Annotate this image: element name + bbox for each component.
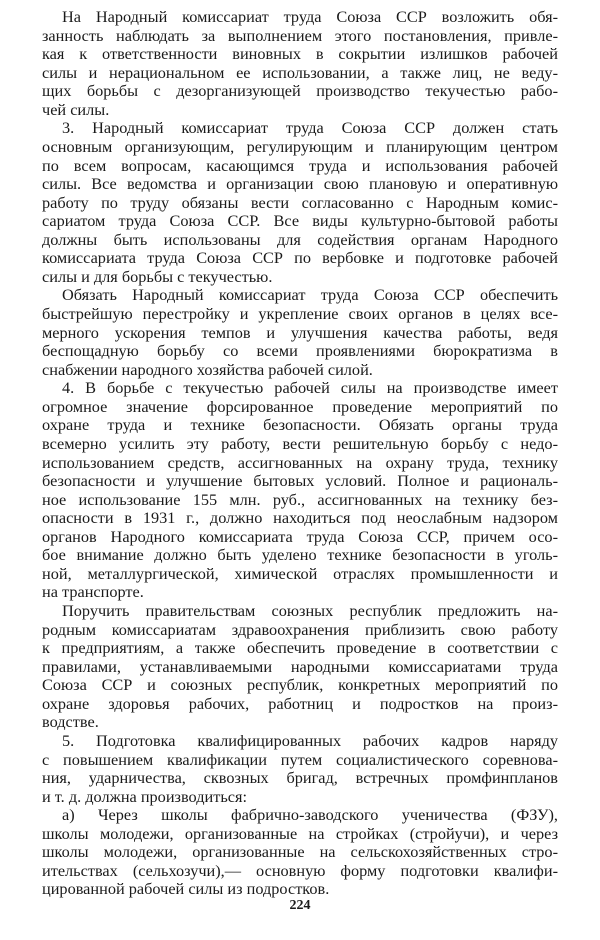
text-line: На Народный комиссариат труда Союза ССР возложить обя-	[62, 7, 558, 26]
paragraph	[42, 119, 558, 286]
text-line: школы молодежи, организованные на стройках (стройучи), и через	[42, 823, 558, 843]
text-line: ния, ударничества, сквозных бригад, встречных промфинпланов	[42, 768, 558, 788]
text-line: всемерно усилить эту работу, вести решительную борьбу с недо-	[42, 433, 558, 453]
text-line: занность наблюдать за выполнением этого постановления, привле-	[42, 25, 558, 45]
text-line: огромное значение форсированное проведение мероприятий по	[42, 396, 558, 416]
document-body	[42, 8, 558, 899]
paragraph	[42, 602, 558, 732]
text-line: беспощадную борьбу со всеми проявлениями бюрократизма в	[42, 341, 558, 361]
text-line: цированной рабочей силы из подростков.	[42, 879, 330, 899]
text-line: силы. Все ведомства и организации свою плановую и оперативную	[42, 174, 558, 194]
text-line: Союза ССР и союзных республик, конкретных мероприятий по	[42, 675, 558, 695]
page-number: 224	[289, 898, 311, 913]
text-line: силы и для борьбы с текучестью.	[42, 266, 273, 286]
text-line: щих борьбы с дезорганизующей производство текучестью рабо-	[42, 81, 558, 101]
text-line: основным организующим, регулирующим и планирующим центром	[42, 136, 558, 156]
text-line: бое внимание должно быть уделено технике безопасности в уголь-	[42, 545, 558, 565]
text-line: родным комиссариатам здравоохранения приблизить свою работу	[42, 619, 558, 639]
text-line: 3. Народный комиссариат труда Союза ССР должен стать	[62, 118, 558, 138]
text-line: ительствах (сельхозучи),— основную форму подготовки квалифи-	[42, 860, 558, 880]
paragraph	[42, 286, 558, 379]
text-line: работу по труду обязаны вести согласованно с Народным комис-	[42, 192, 558, 212]
paragraph	[42, 379, 558, 602]
text-line: безопасности и улучшение бытовых условий. Полное и рациональ-	[42, 471, 558, 491]
text-line: 5. Подготовка квалифицированных рабочих кадров наряду	[62, 730, 558, 750]
paragraph	[42, 732, 558, 806]
text-line: комиссариата труда Союза ССР по вербовке и подготовке рабочей	[42, 248, 558, 268]
text-line: использованием средств, ассигнованных на охрану труда, технику	[42, 452, 558, 472]
text-line: сариатом труда Союза ССР. Все виды культурно-бытовой работы	[42, 211, 558, 231]
text-line: быстрейшую перестройку и укрепление своих органов в целях все-	[42, 304, 558, 323]
text-line: снабжении народного хозяйства рабочей силой.	[42, 359, 373, 379]
text-line: с повышением квалификации путем социалистического соревнова-	[42, 749, 558, 769]
text-line: охране труда и технике безопасности. Обязать органы труда	[42, 415, 558, 435]
text-line: ное использование 155 млн. руб., ассигнованных на технику без-	[42, 489, 558, 509]
text-line: охране здоровья рабочих, работниц и подростков на произ-	[42, 693, 558, 713]
text-line: 4. В борьбе с текучестью рабочей силы на производстве имеет	[62, 378, 558, 398]
text-line: опасности в 1931 г., должно находиться под неослабным надзором	[42, 508, 558, 528]
paragraph	[42, 806, 558, 899]
text-line: на транспорте.	[42, 582, 144, 602]
text-line: к предприятиям, а также обеспечить проведение в соответствии с	[42, 638, 558, 658]
text-line: и т. д. должна производиться:	[42, 786, 247, 806]
text-line: правилами, устанавливаемыми народными комиссариатами труда	[42, 656, 558, 676]
paragraph	[42, 8, 558, 119]
text-line: должны быть использованы для содействия органам Народного	[42, 229, 558, 249]
text-line: Обязать Народный комиссариат труда Союза ССР обеспечить	[62, 285, 558, 305]
text-line: ной, металлургической, химической отраслях промышленности и	[42, 563, 558, 583]
text-line: школы молодежи, организованные на сельскохозяйственных стро-	[42, 842, 558, 862]
text-line: водстве.	[42, 712, 99, 732]
text-line: мерного ускорения темпов и улучшения качества работы, ведя	[42, 322, 558, 342]
text-line: по всем вопросам, касающимся труда и использования рабочей	[42, 155, 558, 175]
text-line: органов Народного комиссариата труда Союза ССР, причем осо-	[42, 526, 558, 546]
text-line: кая к ответственности виновных в сокрытии излишков рабочей	[42, 44, 558, 64]
text-line: Поручить правительствам союзных республик предложить на-	[62, 601, 558, 620]
text-line: чей силы.	[42, 99, 110, 119]
text-line: силы и нерациональном ее использовании, а также лиц, не веду-	[42, 62, 558, 82]
text-line: а) Через школы фабрично-заводского ученичества (ФЗУ),	[62, 805, 558, 825]
